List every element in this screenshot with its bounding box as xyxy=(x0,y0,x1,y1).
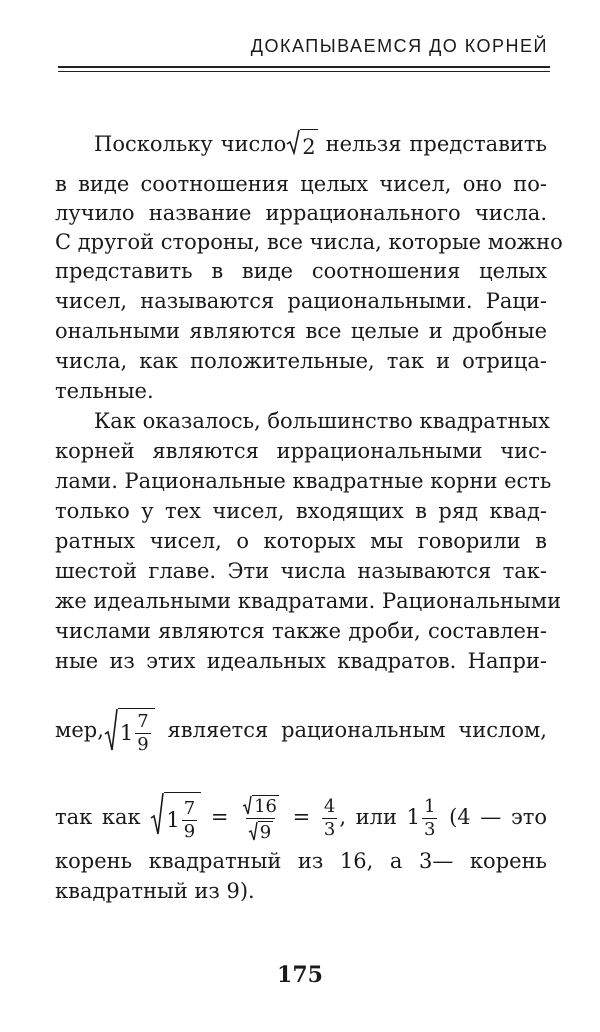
text-line: в виде соотношения целых чисел, оно по- xyxy=(55,172,547,196)
text-line: представить в виде соотношения целых xyxy=(55,259,547,283)
header-rule-thin xyxy=(58,71,550,72)
text-line: шестой главе. Эти числа называются так- xyxy=(55,559,547,583)
text-line: лучило название иррационального числа. xyxy=(55,201,547,225)
text-line: числа, как положительные, так и отрица- xyxy=(55,349,547,373)
text-line: лами. Рациональные квадратные корни есть xyxy=(55,469,552,493)
text-line: только у тех чисел, входящих в ряд квад- xyxy=(55,499,547,523)
fraction-sqrt16-over-sqrt9: $\frac{16}{9}$ xyxy=(240,795,281,842)
text-line: ратных чисел, о которых мы говорили в xyxy=(55,529,547,553)
text-line: Поскольку число 2 нельзя представить xyxy=(94,129,547,162)
text-line: числами являются также дроби, составлен- xyxy=(55,619,547,643)
header-rule xyxy=(58,66,550,68)
text-line: квадратный из 9). xyxy=(55,879,255,903)
text-line: корень квадратный из 16, а 3— корень xyxy=(55,849,547,873)
text-line: корней являются иррациональными чис- xyxy=(55,439,547,463)
text-line: чисел, называются рациональными. Раци- xyxy=(55,289,547,313)
text-line: тельные. xyxy=(55,379,154,403)
text-line: же идеальными квадратами. Рациональными xyxy=(55,589,562,613)
fraction-4-3: $\frac{4}{3}$ xyxy=(323,796,336,840)
text-line: С другой стороны, все числа, которые можно xyxy=(55,230,563,254)
sqrt-mixed-number: 1 $\frac{7}{9}$ xyxy=(104,708,155,755)
text-line-math: мер, 1 $\frac{7}{9}$ является рациональным числом, xyxy=(55,708,547,755)
text-line: ные из этих идеальных квадратов. Напри- xyxy=(55,649,547,673)
mixed-number: 1 $\frac{1}{3}$ xyxy=(406,796,436,840)
running-header: ДОКАПЫВАЕМСЯ ДО КОРНЕЙ xyxy=(250,36,548,56)
sqrt-2: 2 xyxy=(286,129,317,162)
page-number: 175 xyxy=(277,962,323,988)
text-line: Как оказалось, большинство квадратных xyxy=(94,409,550,433)
sqrt-mixed-number: 1 $\frac{7}{9}$ xyxy=(150,792,201,845)
text-line-math: так как 1 $\frac{7}{9}$ = $\frac{16}{9}$ = $\frac{4}{3}$ , или 1 $\frac{1}{3}$ (4 — это xyxy=(55,792,547,845)
text-line: ональными являются все целые и дробные xyxy=(55,319,547,343)
